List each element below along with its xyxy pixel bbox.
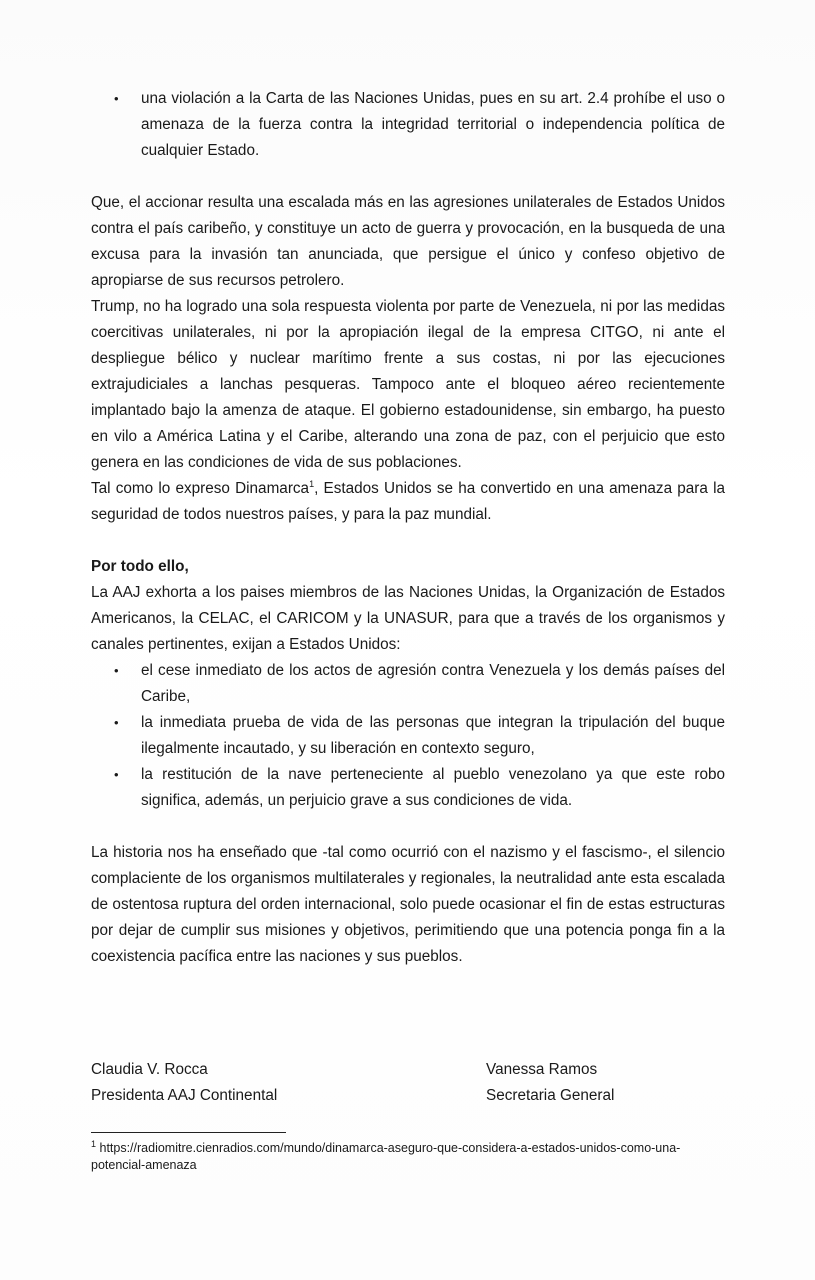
- bullet-list-top: [91, 86, 725, 164]
- paragraph-denmark: [91, 476, 725, 528]
- footnote: [91, 1140, 731, 1174]
- signer-role: Presidenta AAJ Continental: [91, 1087, 278, 1104]
- list-item: [91, 86, 725, 164]
- demand-text: la inmediata prueba de vida de las personas que integran la tripulación del buque ilegalmente incautado, y su liberación en contexto seguro,: [141, 714, 725, 757]
- demand-text: la restitución de la nave perteneciente al pueblo venezolano ya que este robo significa, además, un perjuicio grave a sus condiciones de vida.: [141, 766, 725, 809]
- signer-name: Vanessa Ramos: [486, 1061, 598, 1078]
- paragraph-trump: Trump, no ha logrado una sola respuesta violenta por parte de Venezuela, ni por las medidas coercitivas unilaterales, ni por la apropiación ilegal de la empresa CITGO, ni ante el despliegue bélico y nuclear marítimo frente a sus costas, ni por las ejecuciones extrajudiciales a lanchas pesqueras. Tampoco ante el bloqueo aéreo recientemente implantado bajo la amenza de ataque. El gobierno estadounidense, sin embargo, ha puesto en vilo a América Latina y el Caribe, alterando una zona de paz, con el perjuicio que esto genera en las condiciones de vida de sus poblaciones.: [91, 298, 725, 471]
- signer-role: Secretaria General: [486, 1087, 615, 1104]
- bullet-icon: •: [114, 715, 119, 730]
- footnote-mark: 1: [91, 1138, 97, 1149]
- signature-left: [91, 1057, 277, 1109]
- demand-text: el cese inmediato de los actos de agresión contra Venezuela y los demás países del Caribe,: [141, 662, 725, 705]
- bullet-icon: •: [114, 767, 119, 782]
- footnote-divider: [91, 1132, 286, 1133]
- paragraph-denmark-start: Tal como lo expreso Dinamarca: [91, 480, 310, 497]
- footnote-link[interactable]: https://radiomitre.cienradios.com/mundo/dinamarca-aseguro-que-considera-a-estados-unidos-como-una-potencial-amenaza: [91, 1141, 681, 1172]
- bullet-icon: •: [114, 663, 119, 678]
- section-heading: Por todo ello,: [91, 558, 189, 575]
- document-body: [91, 86, 725, 970]
- signature-right: [486, 1057, 614, 1109]
- paragraph-denmark-end: , Estados Unidos se ha convertido en una amenaza para la seguridad de todos nuestros países, y para la paz mundial.: [91, 480, 726, 523]
- footnote-reference[interactable]: 1: [309, 478, 315, 489]
- list-item: [91, 762, 725, 814]
- bullet-text: una violación a la Carta de las Naciones Unidas, pues en su art. 2.4 prohíbe el uso o amenaza de la fuerza contra la integridad territorial o independencia política de cualquier Estado.: [141, 90, 725, 159]
- signer-name: Claudia V. Rocca: [91, 1061, 208, 1078]
- demands-list: [91, 658, 725, 814]
- list-item: [91, 658, 725, 710]
- paragraph-exhortation: La AAJ exhorta a los paises miembros de las Naciones Unidas, la Organización de Estados Americanos, la CELAC, el CARICOM y la UNASUR, para que a través de los organismos y canales pertinentes, exijan a Estados Unidos:: [91, 584, 725, 653]
- paragraph-history: La historia nos ha enseñado que -tal como ocurrió con el nazismo y el fascismo-, el silencio complaciente de los organismos multilaterales y regionales, la neutralidad ante esta escalada de ostentosa ruptura del orden internacional, solo puede ocasionar el fin de estas estructuras por dejar de cumplir sus misiones y objetivos, perimitiendo que una potencia ponga fin a la coexistencia pacífica entre las naciones y sus pueblos.: [91, 844, 725, 965]
- paragraph-escalation: Que, el accionar resulta una escalada más en las agresiones unilaterales de Estados Unidos contra el país caribeño, y constituye un acto de guerra y provocación, en la busqueda de una excusa para la invasión tan anunciada, que persigue el único y confeso objetivo de apropiarse de sus recursos petrolero.: [91, 194, 725, 289]
- bullet-icon: •: [114, 91, 119, 106]
- list-item: [91, 710, 725, 762]
